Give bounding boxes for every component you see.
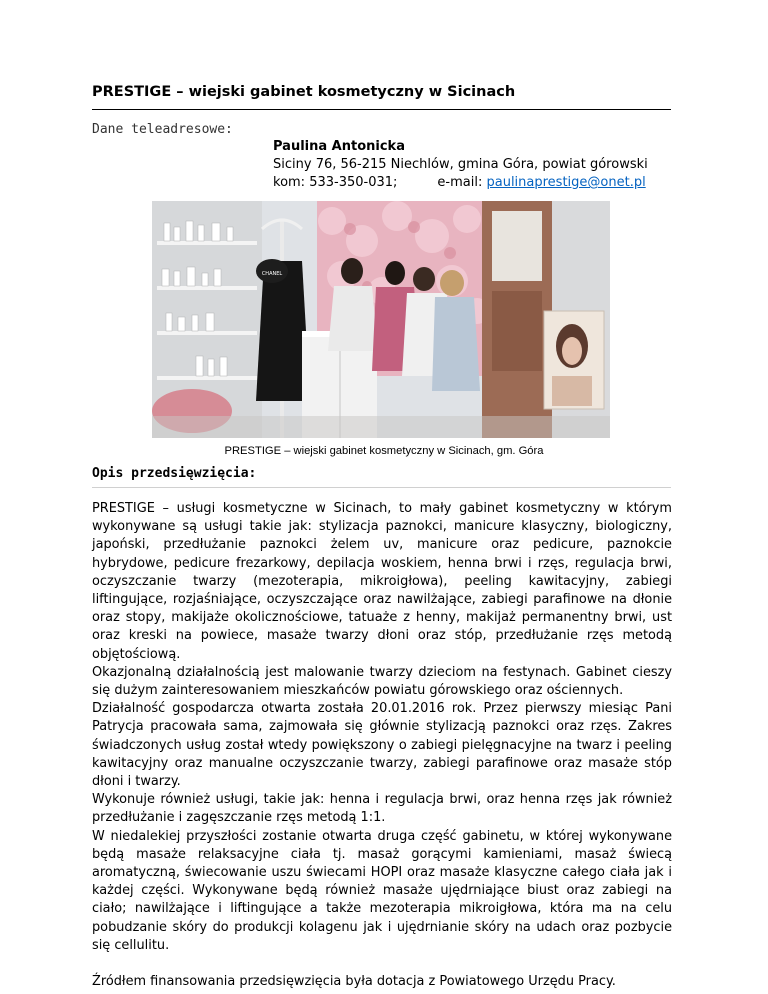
contact-phone-email-row xyxy=(273,174,648,192)
paragraph: W niedalekiej przyszłości zostanie otwarta druga część gabinetu, w której wykonywane będą masaże relaksacyjne ciała tj. masaż gorącymi kamieniami, masaż świecą aromatyczną, świecowanie uszu świecami HOPI oraz masaże klasyczne całego ciała jak i każdej części. Wykonywane będą również masaże ujędrniające biust oraz zabiegi na ciało; nawilżające i liftingujące a także mezoterapia mikroigłowa, która ma na celu pobudzanie skóry do produkcji kolagenu jak i ujędrnianie skóry na udach oraz pozbycie się cellulitu. xyxy=(92,828,672,953)
contact-email-label: e-mail: xyxy=(437,175,483,190)
contact-address: Siciny 76, 56-215 Niechlów, gmina Góra, powiat górowski xyxy=(273,157,648,172)
closing-paragraph: Źródłem finansowania przedsięwzięcia była dotacja z Powiatowego Urzędu Pracy. xyxy=(92,974,616,990)
photo-caption: PRESTIGE – wiejski gabinet kosmetyczny w Sicinach, gm. Góra xyxy=(224,445,544,457)
paragraph: Wykonuje również usługi, takie jak: henna i regulacja brwi, oraz henna rzęs jak również przedłużanie i zagęszczanie rzęs metodą 1:1. xyxy=(92,792,672,826)
title-underline xyxy=(92,109,671,110)
description-body xyxy=(92,500,672,991)
section-heading: Opis przedsięwzięcia: xyxy=(92,466,257,481)
paragraph: Działalność gospodarcza otwarta została 20.01.2016 rok. Przez pierwszy miesiąc Pani Patrycja pracowała sama, zajmowała się głównie stylizacją paznokci oraz rzęs. Zakres świadczonych usług został wtedy powiększony o zabiegi pielęgnacyjne na twarz i peeling kawitacyjny oraz manualne oczyszczanie twarzy, zabiegi parafinowe oraz masaże stóp dłoni i twarzy. xyxy=(92,701,672,790)
contact-email-link[interactable]: paulinaprestige@onet.pl xyxy=(486,175,646,190)
salon-photo-illustration xyxy=(152,201,610,438)
contact-phone: kom: 533-350-031; xyxy=(273,175,398,190)
document-title: PRESTIGE – wiejski gabinet kosmetyczny w Sicinach xyxy=(92,84,516,100)
cap-logo-text: CHANEL xyxy=(261,271,283,277)
contact-name: Paulina Antonicka xyxy=(273,139,405,154)
section-divider xyxy=(92,487,671,488)
salon-photo xyxy=(152,201,610,438)
contact-block xyxy=(273,138,648,192)
paragraph: Okazjonalną działalnością jest malowanie twarzy dzieciom na festynach. Gabinet cieszy się dużym zainteresowaniem mieszkańców powiatu górowskiego oraz ościennych. xyxy=(92,664,672,699)
paragraph: PRESTIGE – usługi kosmetyczne w Sicinach, to mały gabinet kosmetyczny w którym wykonywane są usługi takie jak: stylizacja paznokci, manicure klasyczny, biologiczny, japoński, przedłużanie paznokci żelem uv, manicure oraz pedicure, paznokcie hybrydowe, pedicure frezarkowy, depilacja woskiem, henna brwi i rzęs, regulacja brwi, oczyszczanie twarzy (mezoterapia, mikroigłowa), peeling kawitacyjny, zabiegi liftingujące, rozjaśniające, oczyszczające oraz nawilżające, zabiegi parafinowe na dłonie oraz stopy, makijaże okolicznościowe, tatuaże z henny, makijaż permanentny brwi, ust oraz kreski na powiece, masaże twarzy dłoni oraz stóp, przedłużanie rzęs metodą objętościową. xyxy=(92,501,672,662)
contact-section-label: Dane teleadresowe: xyxy=(92,122,233,137)
